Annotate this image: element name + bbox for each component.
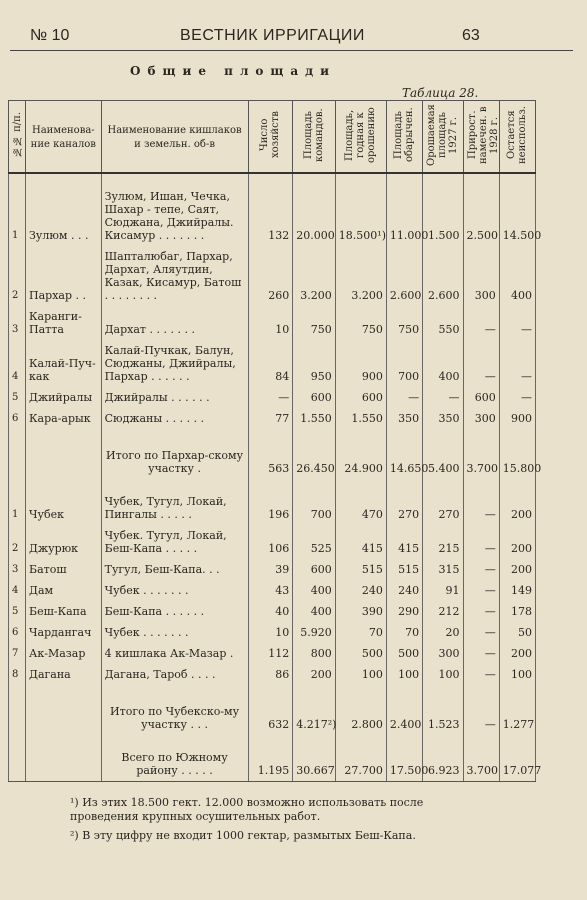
total-irrigable: 24.900 <box>335 441 386 479</box>
total-row <box>9 743 536 782</box>
cell-irr1927: — <box>423 391 463 404</box>
footnote-1: ¹) Из этих 18.500 гект. 12.000 возможно использовать после проведения крупных осушительных работ. <box>70 796 424 823</box>
spacer-row <box>9 336 536 344</box>
table-row <box>9 584 536 597</box>
spacer-row <box>9 689 536 697</box>
village-names: Сюджаны . . . . . . <box>101 412 248 425</box>
areas-table <box>8 100 542 782</box>
table-row <box>9 647 536 660</box>
cell-irr1927: 400 <box>423 344 463 383</box>
cell-irr1927: 100 <box>423 668 463 681</box>
cell-households: 106 <box>248 529 293 555</box>
issue-number: № 10 <box>30 27 70 44</box>
cell-commanded: 5.920 <box>293 626 336 639</box>
cell-irrigable: 240 <box>335 584 386 597</box>
cell-inc1928: — <box>463 344 499 383</box>
canal-name: Зулюм . . . <box>26 190 102 242</box>
row-number: 7 <box>9 647 26 660</box>
cell-inc1928: 600 <box>463 391 499 404</box>
cell-aryk: 11.000 <box>386 190 422 242</box>
cell-aryk: 750 <box>386 310 422 336</box>
village-names: Беш-Капа . . . . . . <box>101 605 248 618</box>
cell-aryk: 2.600 <box>386 250 422 302</box>
canal-name: Беш-Капа <box>26 605 102 618</box>
canal-name: Ак-Мазар <box>26 647 102 660</box>
spacer-row <box>9 425 536 433</box>
page-number: 63 <box>462 27 480 44</box>
row-number: 3 <box>9 310 26 336</box>
cell-commanded: 950 <box>293 344 336 383</box>
cell-irr1927: 270 <box>423 495 463 521</box>
cell-irrigable: 470 <box>335 495 386 521</box>
table-row <box>9 626 536 639</box>
col-inc1928: Прирост. намечен. в 1928 г. <box>463 101 499 174</box>
cell-inc1928: — <box>463 310 499 336</box>
table-row <box>9 563 536 576</box>
village-names: Дархат . . . . . . . <box>101 310 248 336</box>
canal-name: Дам <box>26 584 102 597</box>
cell-commanded: 400 <box>293 605 336 618</box>
cell-unused: 149 <box>499 584 535 597</box>
cell-commanded: 600 <box>293 391 336 404</box>
total-label: Итого по Пархар-скому участку . <box>101 441 248 479</box>
table-row <box>9 310 536 336</box>
cell-irr1927: 2.600 <box>423 250 463 302</box>
cell-households: 132 <box>248 190 293 242</box>
spacer-row <box>9 242 536 250</box>
row-number: 4 <box>9 584 26 597</box>
cell-aryk: — <box>386 391 422 404</box>
cell-households: 112 <box>248 647 293 660</box>
cell-inc1928: 300 <box>463 412 499 425</box>
footnote-2: ²) В эту цифру не входит 1000 гектар, размытых Беш-Капа. <box>70 829 416 842</box>
spacer-row <box>9 618 536 626</box>
village-names: 4 кишлака Ак-Мазар . <box>101 647 248 660</box>
cell-aryk: 350 <box>386 412 422 425</box>
total-commanded: 30.667 <box>293 743 336 782</box>
section-title: Общие площади <box>130 64 337 78</box>
total-irr1927: 6.923 <box>423 743 463 782</box>
cell-irr1927: 212 <box>423 605 463 618</box>
cell-aryk: 515 <box>386 563 422 576</box>
cell-irr1927: 315 <box>423 563 463 576</box>
journal-title: ВЕСТНИК ИРРИГАЦИИ <box>180 27 365 44</box>
cell-irr1927: 350 <box>423 412 463 425</box>
col-unused: Остается неиспольз. <box>499 101 535 174</box>
spacer-row <box>9 597 536 605</box>
total-irrigable: 2.800 <box>335 697 386 735</box>
cell-households: 196 <box>248 495 293 521</box>
village-names: Чубек . . . . . . . <box>101 584 248 597</box>
cell-households: 260 <box>248 250 293 302</box>
col-villages: Наименование кишлаков и земельн. об-в <box>101 101 248 174</box>
canal-name: Джурюк <box>26 529 102 555</box>
total-row <box>9 441 536 479</box>
village-names: Тугул, Беш-Капа. . . <box>101 563 248 576</box>
spacer-row <box>9 521 536 529</box>
cell-unused: 100 <box>499 668 535 681</box>
canal-name: Дагана <box>26 668 102 681</box>
cell-unused: 178 <box>499 605 535 618</box>
village-names: Калай-Пучкак, Балун, Сюджаны, Джийралы, Пархар . . . . . . <box>101 344 248 383</box>
cell-inc1928: 300 <box>463 250 499 302</box>
cell-unused: 50 <box>499 626 535 639</box>
canal-name: Батош <box>26 563 102 576</box>
cell-aryk: 100 <box>386 668 422 681</box>
total-irr1927: 1.523 <box>423 697 463 735</box>
cell-commanded: 3.200 <box>293 250 336 302</box>
canal-name: Чубек <box>26 495 102 521</box>
col-canal: Наименова-ние каналов <box>26 101 102 174</box>
cell-irrigable: 18.500¹) <box>335 190 386 242</box>
col-aryk: Площадь обарычен. <box>386 101 422 174</box>
canal-name: Чардангач <box>26 626 102 639</box>
col-irrigable: Площадь, годная к орошению <box>335 101 386 174</box>
cell-inc1928: — <box>463 605 499 618</box>
row-number: 1 <box>9 190 26 242</box>
cell-aryk: 270 <box>386 495 422 521</box>
spacer-row <box>9 433 536 441</box>
cell-aryk: 70 <box>386 626 422 639</box>
row-number: 6 <box>9 626 26 639</box>
table-row <box>9 190 536 242</box>
cell-irrigable: 515 <box>335 563 386 576</box>
header-row <box>9 101 536 174</box>
cell-commanded: 800 <box>293 647 336 660</box>
total-commanded: 26.450 <box>293 441 336 479</box>
cell-unused: — <box>499 310 535 336</box>
total-households: 563 <box>248 441 293 479</box>
village-names: Дагана, Тароб . . . . <box>101 668 248 681</box>
cell-commanded: 700 <box>293 495 336 521</box>
total-aryk: 14.650 <box>386 441 422 479</box>
spacer-row <box>9 479 536 487</box>
cell-inc1928: 2.500 <box>463 190 499 242</box>
cell-irrigable: 390 <box>335 605 386 618</box>
cell-households: 86 <box>248 668 293 681</box>
cell-unused: 200 <box>499 563 535 576</box>
cell-households: 77 <box>248 412 293 425</box>
cell-households: 84 <box>248 344 293 383</box>
spacer-row <box>9 681 536 689</box>
spacer-row <box>9 383 536 391</box>
total-irr1927: 5.400 <box>423 441 463 479</box>
row-number: 4 <box>9 344 26 383</box>
cell-unused: 200 <box>499 495 535 521</box>
row-number: 8 <box>9 668 26 681</box>
cell-irrigable: 70 <box>335 626 386 639</box>
cell-commanded: 20.000 <box>293 190 336 242</box>
spacer-row <box>9 487 536 495</box>
cell-unused: — <box>499 344 535 383</box>
village-names: Джийралы . . . . . . <box>101 391 248 404</box>
table-row <box>9 668 536 681</box>
total-row <box>9 697 536 735</box>
table-body <box>9 173 542 782</box>
cell-commanded: 600 <box>293 563 336 576</box>
total-aryk: 2.400 <box>386 697 422 735</box>
cell-irrigable: 500 <box>335 647 386 660</box>
spacer-row <box>9 660 536 668</box>
cell-aryk: 415 <box>386 529 422 555</box>
total-households: 1.195 <box>248 743 293 782</box>
spacer-row <box>9 555 536 563</box>
cell-irr1927: 215 <box>423 529 463 555</box>
cell-households: 10 <box>248 310 293 336</box>
col-irr1927: Орошаемая площадь 1927 г. <box>423 101 463 174</box>
cell-irr1927: 1.500 <box>423 190 463 242</box>
col-households: Число хозяйств <box>248 101 293 174</box>
total-label: Итого по Чубекско-му участку . . . <box>101 697 248 735</box>
cell-irr1927: 91 <box>423 584 463 597</box>
row-number: 1 <box>9 495 26 521</box>
cell-aryk: 290 <box>386 605 422 618</box>
cell-irrigable: 1.550 <box>335 412 386 425</box>
table-label: Таблица 28. <box>402 86 479 100</box>
cell-aryk: 700 <box>386 344 422 383</box>
cell-households: 40 <box>248 605 293 618</box>
col-commanded: Площадь командов. <box>293 101 336 174</box>
village-names: Шапталюбаг, Пархар, Дархат, Аляутдин, Казак, Кисамур, Батош . . . . . . . . <box>101 250 248 302</box>
cell-aryk: 500 <box>386 647 422 660</box>
spacer-row <box>9 404 536 412</box>
total-irrigable: 27.700 <box>335 743 386 782</box>
table-row <box>9 605 536 618</box>
cell-inc1928: — <box>463 668 499 681</box>
row-number: 2 <box>9 250 26 302</box>
row-number: 5 <box>9 391 26 404</box>
total-aryk: 17.500 <box>386 743 422 782</box>
village-names: Чубек, Тугул, Локай, Пингалы . . . . . <box>101 495 248 521</box>
total-unused: 17.077 <box>499 743 535 782</box>
cell-unused: 14.500 <box>499 190 535 242</box>
cell-irrigable: 750 <box>335 310 386 336</box>
cell-unused: 900 <box>499 412 535 425</box>
village-names: Чубек. Тугул, Локай, Беш-Капа . . . . . <box>101 529 248 555</box>
canal-name: Каранги-Патта <box>26 310 102 336</box>
total-inc1928: — <box>463 697 499 735</box>
spacer-row <box>9 639 536 647</box>
cell-unused: 200 <box>499 647 535 660</box>
spacer-row <box>9 735 536 743</box>
header-rule <box>10 50 573 51</box>
cell-households: — <box>248 391 293 404</box>
cell-irrigable: 100 <box>335 668 386 681</box>
row-number: 2 <box>9 529 26 555</box>
cell-irrigable: 900 <box>335 344 386 383</box>
cell-unused: 400 <box>499 250 535 302</box>
cell-inc1928: — <box>463 626 499 639</box>
village-names: Чубек . . . . . . . <box>101 626 248 639</box>
canal-name: Кара-арык <box>26 412 102 425</box>
cell-inc1928: — <box>463 495 499 521</box>
total-inc1928: 3.700 <box>463 441 499 479</box>
cell-commanded: 200 <box>293 668 336 681</box>
canal-name: Калай-Пуч-как <box>26 344 102 383</box>
canal-name: Пархар . . <box>26 250 102 302</box>
spacer-row <box>9 576 536 584</box>
row-number: 6 <box>9 412 26 425</box>
cell-commanded: 750 <box>293 310 336 336</box>
total-label: Всего по Южному району . . . . . <box>101 743 248 782</box>
cell-commanded: 400 <box>293 584 336 597</box>
cell-commanded: 525 <box>293 529 336 555</box>
cell-irr1927: 550 <box>423 310 463 336</box>
cell-inc1928: — <box>463 647 499 660</box>
cell-households: 43 <box>248 584 293 597</box>
cell-households: 39 <box>248 563 293 576</box>
spacer-row <box>9 182 536 190</box>
cell-inc1928: — <box>463 563 499 576</box>
cell-inc1928: — <box>463 584 499 597</box>
cell-irrigable: 415 <box>335 529 386 555</box>
cell-unused: — <box>499 391 535 404</box>
cell-irr1927: 20 <box>423 626 463 639</box>
total-unused: 1.277 <box>499 697 535 735</box>
row-number: 5 <box>9 605 26 618</box>
village-names: Зулюм, Ишан, Чечка, Шахар - тепе, Саят, Сюджана, Джийралы. Кисамур . . . . . . . <box>101 190 248 242</box>
cell-households: 10 <box>248 626 293 639</box>
total-households: 632 <box>248 697 293 735</box>
table-row <box>9 344 536 383</box>
table-row <box>9 529 536 555</box>
col-no: №№ п/п. <box>9 101 26 174</box>
table-row <box>9 250 536 302</box>
table-row <box>9 412 536 425</box>
row-number: 3 <box>9 563 26 576</box>
spacer-row <box>9 302 536 310</box>
cell-inc1928: — <box>463 529 499 555</box>
canal-name: Джийралы <box>26 391 102 404</box>
cell-commanded: 1.550 <box>293 412 336 425</box>
total-inc1928: 3.700 <box>463 743 499 782</box>
total-unused: 15.800 <box>499 441 535 479</box>
cell-irrigable: 600 <box>335 391 386 404</box>
table-row <box>9 391 536 404</box>
spacer-row <box>9 173 536 182</box>
table-row <box>9 495 536 521</box>
cell-aryk: 240 <box>386 584 422 597</box>
cell-unused: 200 <box>499 529 535 555</box>
cell-irrigable: 3.200 <box>335 250 386 302</box>
cell-irr1927: 300 <box>423 647 463 660</box>
total-commanded: 4.217²) <box>293 697 336 735</box>
